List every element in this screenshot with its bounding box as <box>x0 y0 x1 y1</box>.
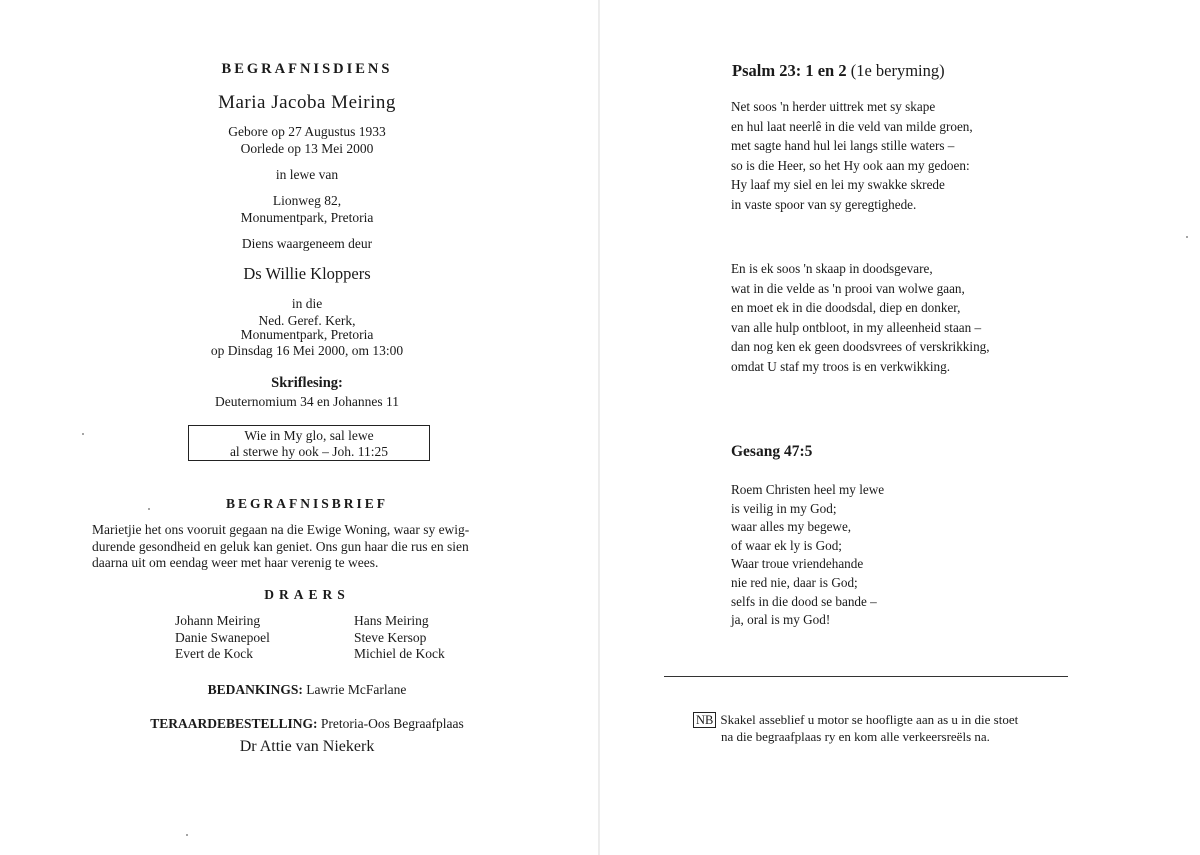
in-die: in die <box>291 296 323 311</box>
verse-line: in vaste spoor van sy geregtighede. <box>731 196 917 212</box>
bearer-name: Steve Kersop <box>354 629 427 645</box>
service-conducted-by: Diens waargeneem deur <box>241 236 373 251</box>
burial-officiant: Dr Attie van Niekerk <box>239 738 375 755</box>
hymn-title: Gesang 47:5 <box>731 443 813 460</box>
funeral-letter <box>92 522 469 572</box>
verse-line: van alle hulp ontbloot, in my alleenheid staan – <box>731 319 982 335</box>
letter-heading: BEGRAFNISBRIEF <box>225 496 389 511</box>
quote-line-1: Wie in My glo, sal lewe <box>244 428 374 443</box>
verse-line: waar alles my begewe, <box>731 519 852 535</box>
scripture-heading: Skriflesing: <box>271 375 343 391</box>
bearers-column-right <box>354 613 445 663</box>
verse-line: of waar ek ly is God; <box>731 537 842 553</box>
thanks-label: BEDANKINGS: <box>207 682 303 697</box>
verse-line: en moet ek in die doodsdal, diep en donker, <box>731 300 961 315</box>
psalm-verse-1 <box>731 97 973 214</box>
bearers-heading: DRAERS <box>264 587 350 602</box>
section-divider <box>664 676 1068 677</box>
verse-line: selfs in die dood se bande – <box>731 593 877 609</box>
verse-line: En is ek soos 'n skaap in doodsgevare, <box>731 261 933 276</box>
scan-speck <box>1186 236 1188 238</box>
burial-label: TERAARDEBESTELLING: <box>150 716 318 731</box>
psalm-subtitle: (1e beryming) <box>850 61 945 80</box>
psalm-title: Psalm 23: 1 en 2 <box>732 61 847 80</box>
verse-line: Net soos 'n herder uittrek met sy skape <box>731 99 936 114</box>
verse-line: nie red nie, daar is God; <box>731 574 858 590</box>
nb-line-1: Skakel asseblief u motor se hoofligte aan as u in die stoet <box>720 712 1019 727</box>
burial-line <box>0 716 614 732</box>
verse-line: Roem Christen heel my lewe <box>731 482 885 497</box>
letter-line: daarna uit om eendag weer met haar verenig te wees. <box>92 555 379 570</box>
thanks-line <box>0 682 614 698</box>
minister-name: Ds Willie Kloppers <box>243 264 371 283</box>
bearer-name: Johann Meiring <box>175 613 261 628</box>
scan-speck <box>82 433 84 435</box>
in-lewe-van: in lewe van <box>275 167 339 182</box>
verse-line: omdat U staf my troos is en verkwikking. <box>731 358 951 374</box>
service-heading: BEGRAFNISDIENS <box>221 61 393 77</box>
scripture-quote-box <box>188 425 430 461</box>
bearer-name: Michiel de Kock <box>354 646 445 661</box>
bearer-name: Danie Swanepoel <box>175 629 270 645</box>
verse-line: wat in die velde as 'n prooi van wolwe gaan, <box>731 280 965 296</box>
psalm-heading <box>732 61 945 81</box>
scan-speck <box>148 508 150 510</box>
bearer-name: Evert de Kock <box>175 646 253 661</box>
letter-line: durende gesondheid en geluk kan geniet. Ons gun haar die rus en sien <box>92 538 469 554</box>
verse-line: ja, oral is my God! <box>731 612 831 628</box>
verse-line: so is die Heer, so het Hy ook aan my gedoen: <box>731 157 970 173</box>
birth-date: Gebore op 27 Augustus 1933 <box>228 124 386 139</box>
bearer-name: Hans Meiring <box>354 613 429 628</box>
verse-line: dan nog ken ek geen doodsvrees of verskrikking, <box>731 339 990 354</box>
church-line-2: Monumentpark, Pretoria <box>240 327 374 342</box>
burial-value: Pretoria-Oos Begraafplaas <box>320 716 464 731</box>
church-line-1: Ned. Geref. Kerk, <box>258 313 356 328</box>
verse-line: Hy laaf my siel en lei my swakke skrede <box>731 177 945 192</box>
verse-line: Waar troue vriendehande <box>731 556 864 572</box>
death-date: Oorlede op 13 Mei 2000 <box>240 141 374 156</box>
scripture-reading: Deuternomium 34 en Johannes 11 <box>215 394 399 409</box>
verse-line: is veilig in my God; <box>731 500 837 516</box>
bearers-column-left <box>175 613 270 663</box>
nb-notice <box>693 711 1018 745</box>
nb-label: NB <box>693 712 716 728</box>
scan-speck <box>186 834 188 836</box>
verse-line: en hul laat neerlê in die veld van milde groen, <box>731 118 973 134</box>
thanks-value: Lawrie McFarlane <box>306 682 407 697</box>
verse-line: met sagte hand hul lei langs stille waters – <box>731 138 955 153</box>
letter-line: Marietjie het ons vooruit gegaan na die Ewige Woning, waar sy ewig- <box>92 522 470 537</box>
psalm-verse-2 <box>731 259 990 376</box>
quote-line-2: al sterwe hy ook – Joh. 11:25 <box>229 444 389 459</box>
address-line-1: Lionweg 82, <box>272 193 342 208</box>
deceased-name: Maria Jacoba Meiring <box>218 92 396 113</box>
service-date-time: op Dinsdag 16 Mei 2000, om 13:00 <box>210 343 404 358</box>
hymn-verse <box>731 481 884 630</box>
address-line-2: Monumentpark, Pretoria <box>240 210 374 225</box>
nb-line-2: na die begraafplaas ry en kom alle verkeersreëls na. <box>721 729 990 744</box>
